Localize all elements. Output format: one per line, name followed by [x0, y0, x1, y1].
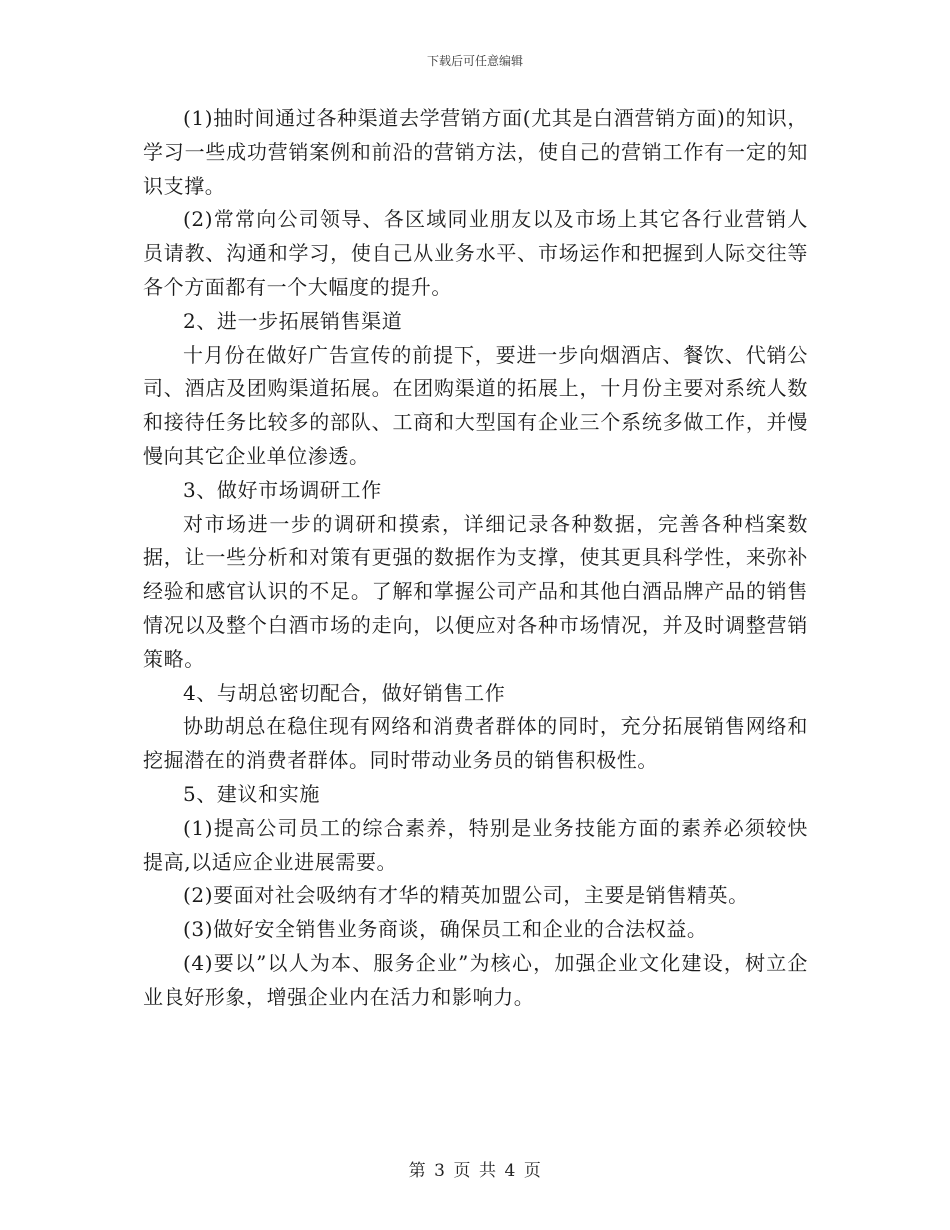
section-heading: 2、进一步拓展销售渠道 — [183, 308, 403, 333]
paragraph: (2)常常向公司领导、各区域同业朋友以及市场上其它各行业营销人员请教、沟通和学习，使自己从业务水平、市场运作和把握到人际交往等各个方面都有一个大幅度的提升。 — [143, 207, 808, 299]
document-body — [143, 102, 808, 1015]
paragraph: (1)抽时间通过各种渠道去学营销方面(尤其是白酒营销方面)的知识，学习一些成功营销案例和前沿的营销方法，使自己的营销工作有一定的知识支撑。 — [143, 106, 808, 198]
section-heading: 3、做好市场调研工作 — [183, 477, 382, 502]
paragraph: 协助胡总在稳住现有网络和消费者群体的同时，充分拓展销售网络和挖掘潜在的消费者群体。同时带动业务员的销售积极性。 — [143, 714, 808, 773]
paragraph: (1)提高公司员工的综合素养，特别是业务技能方面的素养必须较快提高,以适应企业进展需要。 — [143, 815, 808, 874]
footer-prefix: 第 — [408, 1161, 427, 1181]
page-number: 3 — [434, 1161, 446, 1181]
header-note: 下载后可任意编辑 — [426, 54, 523, 68]
paragraph: 对市场进一步的调研和摸索，详细记录各种数据，完善各种档案数据，让一些分析和对策有更强的数据作为支撑，使其更具科学性，来弥补经验和感官认识的不足。了解和掌握公司产品和其他白酒品牌产品的销售情况以及整个白酒市场的走向，以便应对各种市场情况，并及时调整营销策略。 — [143, 511, 808, 671]
paragraph: (2)要面对社会吸纳有才华的精英加盟公司，主要是销售精英。 — [183, 883, 749, 908]
footer-total-prefix: 共 — [479, 1161, 497, 1181]
page-footer — [0, 1156, 950, 1181]
section-heading: 4、与胡总密切配合，做好销售工作 — [183, 680, 506, 705]
paragraph: (3)做好安全销售业务商谈，确保员工和企业的合法权益。 — [183, 917, 708, 942]
page-total: 4 — [504, 1161, 516, 1181]
footer-suffix: 页 — [523, 1161, 542, 1181]
paragraph: 十月份在做好广告宣传的前提下，要进一步向烟酒店、餐饮、代销公司、酒店及团购渠道拓展。在团购渠道的拓展上，十月份主要对系统人数和接待任务比较多的部队、工商和大型国有企业三个系统多做工作，并慢慢向其它企业单位渗透。 — [143, 342, 808, 468]
footer-mid: 页 — [453, 1161, 471, 1181]
section-heading: 5、建议和实施 — [183, 781, 320, 806]
paragraph: (4)要以”以人为本、服务企业”为核心，加强企业文化建设，树立企业良好形象，增强企业内在活力和影响力。 — [143, 950, 808, 1009]
